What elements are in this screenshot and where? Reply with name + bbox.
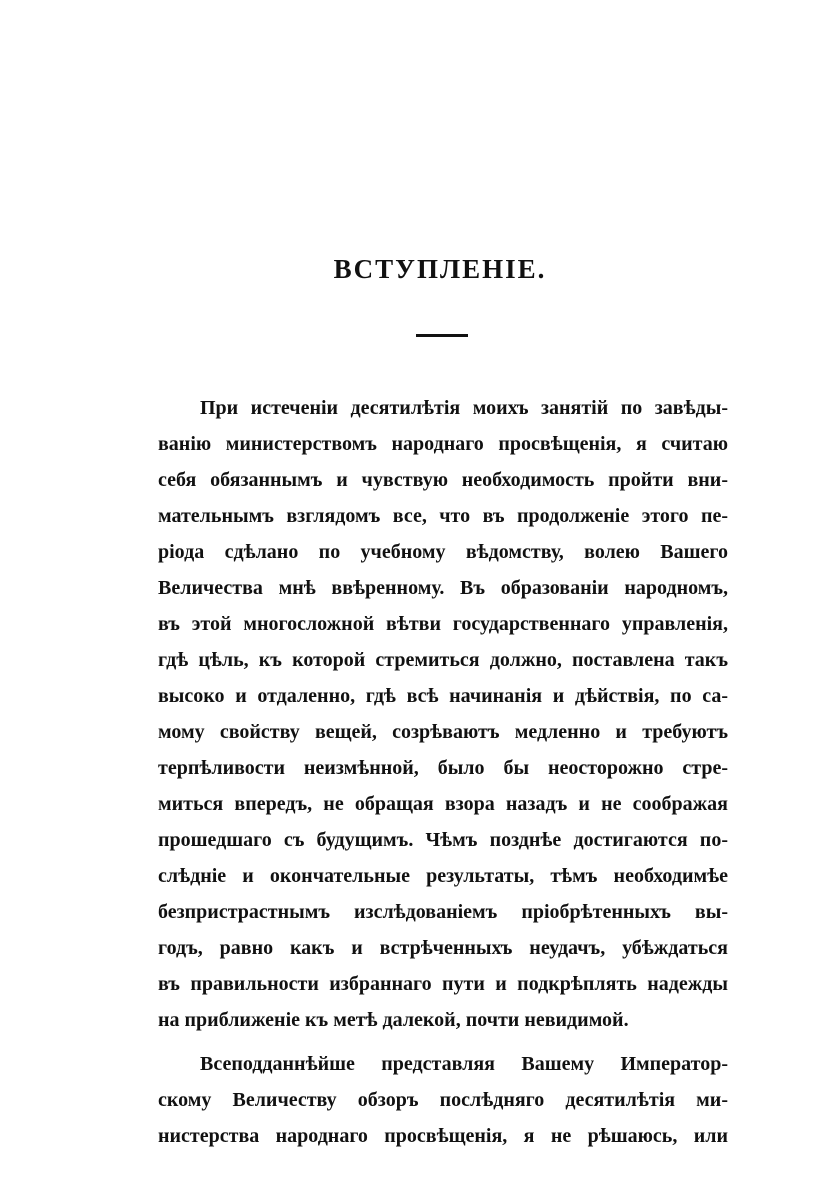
text-line: слѣдніе и окончательные результаты, тѣмъ необходимѣе (158, 865, 728, 887)
text-line: мому свойству вещей, созрѣваютъ медленно и требуютъ (158, 721, 728, 743)
text-line: безпристрастнымъ изслѣдованіемъ пріобрѣтенныхъ вы- (158, 901, 728, 923)
text-line: При истеченіи десятилѣтія моихъ занятій по завѣды- (200, 397, 728, 419)
text-line: ванію министерствомъ народнаго просвѣщенія, я считаю (158, 433, 728, 455)
text-line: въ этой многосложной вѣтви государственнаго управленія, (158, 613, 728, 635)
text-line: нистерства народнаго просвѣщенія, я не рѣшаюсь, или (158, 1125, 728, 1147)
text-line: миться впередъ, не обращая взора назадъ и не соображая (158, 793, 728, 815)
text-line: ріода сдѣлано по учебному вѣдомству, волею Вашего (158, 541, 728, 563)
paragraph-1 (158, 390, 728, 1038)
title-divider (416, 334, 468, 337)
text-line: терпѣливости неизмѣнной, было бы неосторожно стре- (158, 757, 728, 779)
text-line: себя обязаннымъ и чувствую необходимость пройти вни- (158, 469, 728, 491)
text-line: въ правильности избраннаго пути и подкрѣплять надежды (158, 973, 728, 995)
text-line: прошедшаго съ будущимъ. Чѣмъ позднѣе достигаются по- (158, 829, 728, 851)
text-line: Всеподданнѣйше представляя Вашему Император- (200, 1053, 728, 1075)
text-line: на приближеніе къ метѣ далекой, почти невидимой. (158, 1009, 629, 1031)
text-line: Величества мнѣ ввѣренному. Въ образованіи народномъ, (158, 577, 728, 599)
text-line: гдѣ цѣль, къ которой стремиться должно, поставлена такъ (158, 649, 728, 671)
body-text (158, 390, 728, 1154)
paragraph-2 (158, 1046, 728, 1154)
text-line: годъ, равно какъ и встрѣченныхъ неудачъ, убѣждаться (158, 937, 728, 959)
page-title: ВСТУПЛЕНІЕ. (333, 254, 547, 284)
text-line: высоко и отдаленно, гдѣ всѣ начинанія и дѣйствія, по са- (158, 685, 728, 707)
text-line: скому Величеству обзоръ послѣдняго десятилѣтія ми- (158, 1089, 728, 1111)
text-line: мательнымъ взглядомъ все, что въ продолженіе этого пе- (158, 505, 728, 527)
paragraph-gap (158, 1038, 728, 1046)
